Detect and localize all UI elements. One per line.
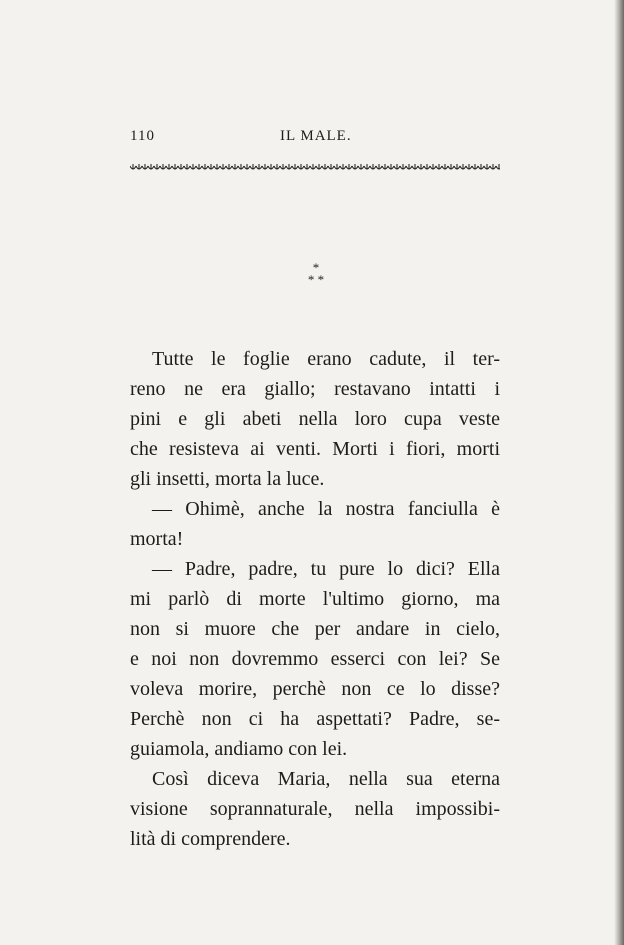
text-line: non si muore che per andare in cielo, [130, 618, 500, 640]
running-header [130, 128, 500, 152]
text-line: Perchè non ci ha aspettati? Padre, se- [130, 708, 500, 730]
text-line: voleva morire, perchè non ce lo disse? [130, 678, 500, 700]
text-line: gli insetti, morta la luce. [130, 468, 325, 490]
body-text [130, 344, 500, 854]
text-line: e noi non dovremmo esserci con lei? Se [130, 648, 500, 670]
text-line: pini e gli abeti nella loro cupa veste [130, 408, 500, 430]
page-number: 110 [130, 128, 155, 144]
text-line: mi parlò di morte l'ultimo giorno, ma [130, 588, 500, 610]
text-line: lità di comprendere. [130, 828, 291, 850]
paragraph [130, 764, 500, 854]
paragraph [130, 554, 500, 764]
text-line: guiamola, andiamo con lei. [130, 738, 348, 760]
text-line: che resisteva ai venti. Morti i fiori, morti [130, 438, 500, 460]
paragraph [130, 494, 500, 554]
ornamental-rule [130, 162, 500, 174]
running-title: IL MALE. [280, 128, 352, 144]
text-line: Tutte le foglie erano cadute, il ter- [152, 348, 500, 370]
section-break-asterism [296, 262, 336, 292]
text-line: — Ohimè, anche la nostra fanciulla è [152, 498, 500, 520]
page-edge-shadow [614, 0, 624, 945]
text-line: visione soprannaturale, nella impossibi- [130, 798, 500, 820]
text-line: Così diceva Maria, nella sua eterna [152, 768, 500, 790]
text-line: morta! [130, 528, 184, 550]
asterism-top: * [312, 260, 320, 275]
text-line: — Padre, padre, tu pure lo dici? Ella [152, 558, 500, 580]
text-line: reno ne era giallo; restavano intatti i [130, 378, 500, 400]
paragraph [130, 344, 500, 494]
asterism-bottom: * * [307, 272, 325, 287]
